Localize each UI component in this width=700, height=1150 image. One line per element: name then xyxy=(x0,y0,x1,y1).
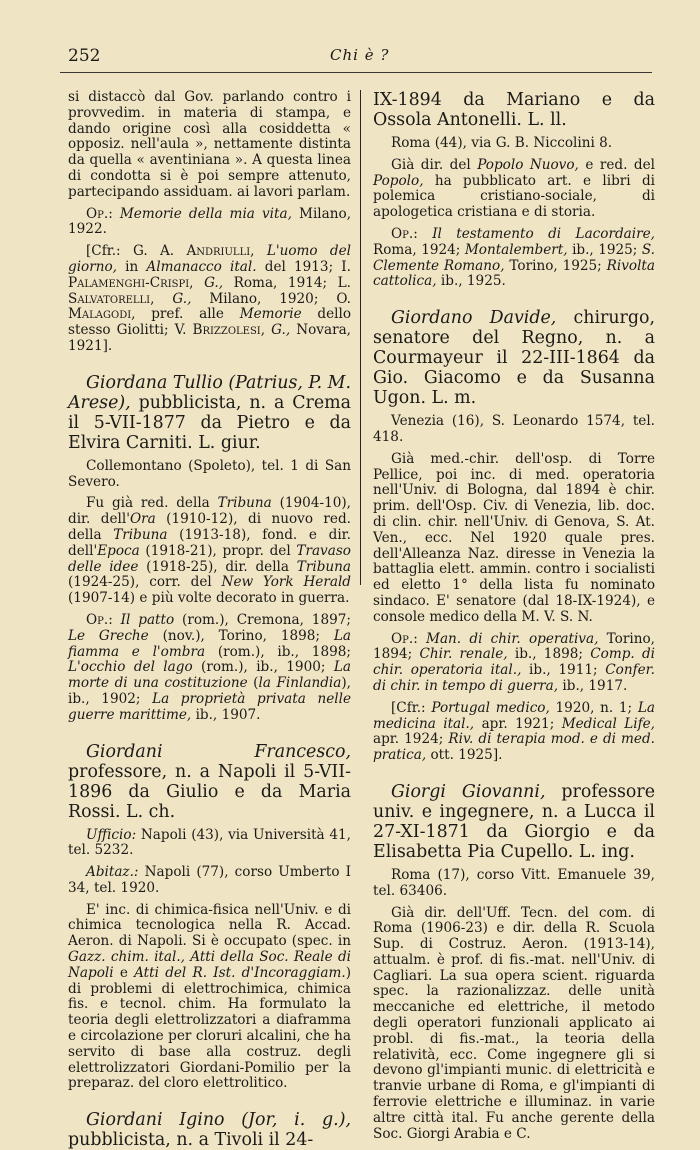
header-rule xyxy=(60,72,652,73)
entry-works: Op.: Il patto (rom.), Cremona, 1897; Le Greche (nov.), Torino, 1898; La fiamma e l'ombra (rom.), ib., 1898; L'occhio del lago (rom.), ib., 1900; La morte di una costituzione (la Finlandia), ib., 1902; La proprietà privata nelle guerre marittime, ib., 1907. xyxy=(68,611,351,723)
entry-heading: Giordani Igino (Jor, i. g.), pubblicista, n. a Tivoli il 24- xyxy=(68,1110,352,1150)
entry-biography: Fu già red. della Tribuna (1904-10), dir. dell'Ora (1910-12), di nuovo red. della Tribuna (1913-18), fond. e dir. dell'Epoca (1918-21), propr. del Travaso delle idee (1918-25), dir. della Tribuna (1924-25), corr. del New York Herald (1907-14) e più volte decorato in guerra. xyxy=(68,495,352,607)
entry-address: Venezia (16), S. Leonardo 1574, tel. 418. xyxy=(373,413,655,445)
references-paragraph: [Cfr.: Portugal medico, 1920, n. 1; La medicina ital., apr. 1921; Medical Life, apr. 1924; Riv. di terapia mod. e di med. pratica, ott. 1925]. xyxy=(373,699,655,764)
entry-biography: Già dir. del Popolo Nuovo, e red. del Popolo, ha pubblicato art. e libri di polemica cristiano-sociale, di apologetica cristiana e di storia. xyxy=(373,156,655,221)
column-divider xyxy=(360,90,361,585)
entry-heading: Giordani Francesco, professore, n. a Napoli il 5-VII-1896 da Giulio e da Maria Rossi. L. ch. xyxy=(68,741,351,822)
entry-home: Abitaz.: Napoli (77), corso Umberto I 34, tel. 1920. xyxy=(68,864,351,896)
right-column xyxy=(373,90,655,1142)
left-column xyxy=(68,90,351,1150)
entry-address: Roma (17), corso Vitt. Emanuele 39, tel. 63406. xyxy=(373,866,655,899)
entry-works: Op.: Man. di chir. operativa, Torino, 1894; Chir. renale, ib., 1898; Comp. di chir. operatoria ital., ib., 1911; Confer. di chir. in tempo di guerra, ib., 1917. xyxy=(373,630,656,694)
entry-works: Op.: Il testamento di Lacordaire, Roma, 1924; Montalembert, ib., 1925; S. Clemente Romano, Torino, 1925; Rivolta cattolica, ib., 1925. xyxy=(373,225,656,290)
entry-biography: E' inc. di chimica-fisica nell'Univ. e di chimica tecnologica nella R. Accad. Aeron. di Napoli. Si è occupato (spec. in Gazz. chim. ital., Atti della Soc. Reale di Napoli e Atti del R. Ist. d'Incoraggiam.) di problemi di elettrochimica, chimica fis. e tecnol. chim. Ha formulato la teoria degli elettrolizzatori a diaframma e circolazione per cloruri alcalini, che ha servito di base alla costruz. degli elettrolizzatori Giordani-Pomilio per la preparaz. del cloro elettrolitico. xyxy=(68,901,351,1092)
works-paragraph: Op.: Memorie della mia vita, Milano, 1922. xyxy=(68,205,352,238)
page-number: 252 xyxy=(68,46,101,66)
continuation-paragraph: si distaccò dal Gov. parlando contro i provvedim. in materia di stampa, e dando origine così alla cosiddetta « opposiz. nell'aula », nettamente distinta da quella « aventiniana ». A questa linea di condotta si è poi sempre attenuto, partecipando assiduam. ai lavori parlam. xyxy=(68,89,351,200)
entry-biography: Già dir. dell'Uff. Tecn. del com. di Roma (1906-23) e dir. della R. Scuola Sup. di Costruz. Aeron. (1913-14), attualm. è prof. di fis.-mat. nell'Univ. di Cagliari. La sua opera scient. riguarda spec. la razionalizzaz. delle unità meccaniche ed elettriche, il metodo degli operatori funzionali applicato ai probl. di fis.-mat., la teoria della relatività, ecc. Come ingegnere gli si devono gl'impianti munic. di elettricità e tranvie urbane di Roma, e gl'impianti di ferrovie elettriche e illuminaz. in varie altre città ital. Fu anche gerente della Soc. Giorgi Arabia e C. xyxy=(373,904,655,1142)
entry-heading-continuation: IX-1894 da Mariano e da Ossola Antonelli. L. ll. xyxy=(373,90,655,130)
entry-address: Roma (44), via G. B. Niccolini 8. xyxy=(391,135,613,151)
references-paragraph: [Cfr.: G. A. Andriulli, L'uomo del giorno, in Almanacco ital. del 1913; I. Palamenghi-Crispi, G., Roma, 1914; L. Salvatorelli, G., Milano, 1920; O. Malagodi, pref. alle Memorie dello stesso Giolitti; V. Brizzolesi, G., Novara, 1921]. xyxy=(68,243,352,354)
entry-address: Collemontano (Spoleto), tel. 1 di San Severo. xyxy=(68,457,351,490)
running-head: Chi è ? xyxy=(330,46,390,64)
entry-biography: Già med.-chir. dell'osp. di Torre Pellice, poi inc. di med. operatoria nell'Univ. di Bologna, dal 1894 è chir. prim. dell'Osp. Civ. di Venezia, lib. doc. di clin. chir. nell'Univ. di Genova, S. At. Ven., ecc. Nel 1920 quale pres. dell'Alleanza Naz. diresse in Venezia la battaglia elett. ammin. contro i socialisti ed eletto 1° della lista fu nominato sindaco. E' senatore (dal 18-IX-1924), e console medico della M. V. S. N. xyxy=(373,450,655,625)
entry-heading: Giordano Davide, chirurgo, senatore del Regno, n. a Courmayeur il 22-III-1864 da Gio. Giacomo e da Susanna Ugon. L. m. xyxy=(373,308,655,409)
entry-heading: Giordana Tullio (Patrius, P. M. Arese), pubblicista, n. a Crema il 5-VII-1877 da Pietro e da Elvira Carniti. L. giur. xyxy=(68,372,352,453)
entry-heading: Giorgi Giovanni, professore univ. e ingegnere, n. a Lucca il 27-XI-1871 da Giorgio e da Elisabetta Pia Cupello. L. ing. xyxy=(373,781,655,862)
entry-office: Ufficio: Napoli (43), via Università 41, tel. 5232. xyxy=(68,826,351,859)
